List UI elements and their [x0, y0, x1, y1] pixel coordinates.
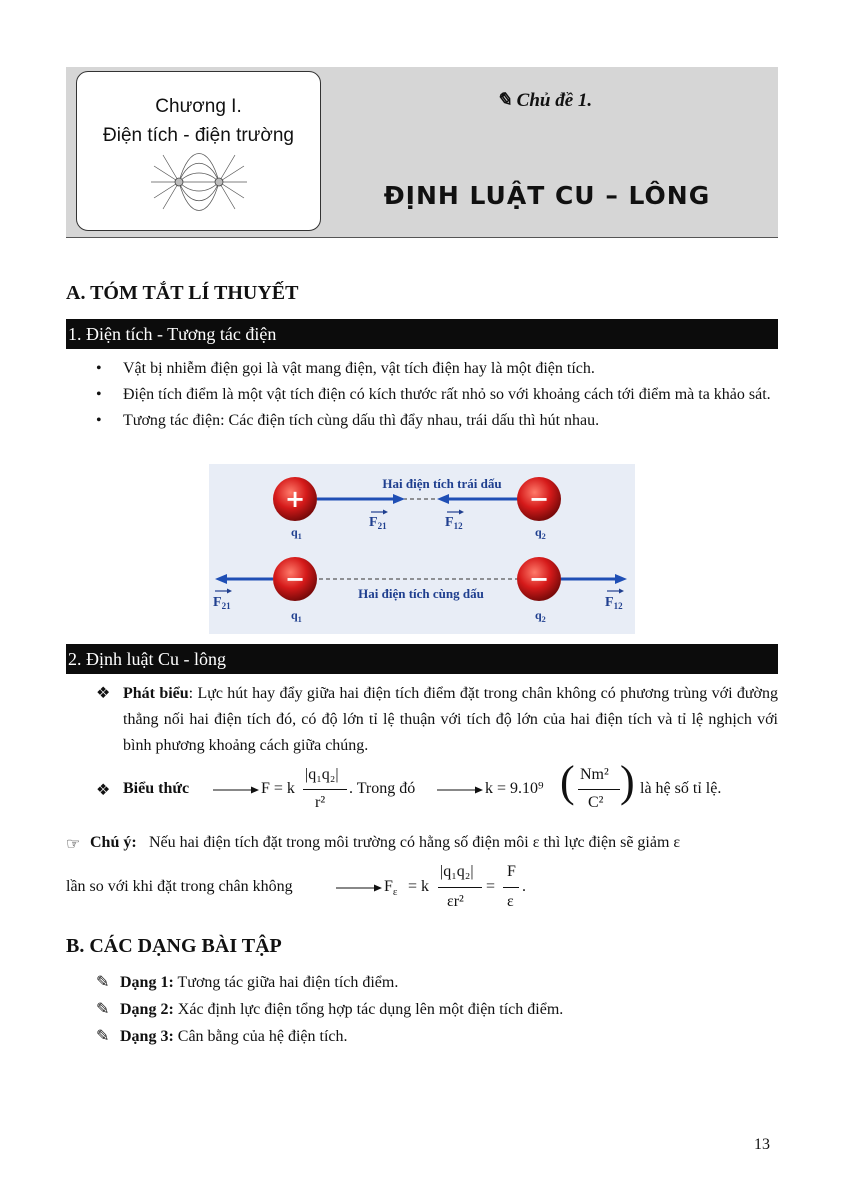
theory-bullets [66, 356, 778, 434]
long-arrow-icon [213, 784, 259, 796]
exercise-label: Dạng 1: [120, 974, 174, 991]
pencil-icon: ✎ [96, 1001, 110, 1018]
bullet-icon: • [96, 412, 102, 429]
minus-sign: − [528, 565, 550, 593]
note-text-2: lần so với khi đặt trong chân không [66, 878, 293, 895]
note-equals: = [486, 878, 496, 895]
arrow-head-icon [215, 574, 227, 584]
note-frac-den: ε [507, 893, 514, 910]
exercise-label: Dạng 2: [120, 1001, 174, 1018]
arrow-head-icon [619, 589, 624, 594]
note-formula-f [384, 878, 398, 898]
section-bar-1: 1. Điện tích - Tương tác điện [66, 319, 778, 349]
bullet-text: Tương tác điện: Các điện tích cùng dấu thì đẩy nhau, trái dấu thì hút nhau. [123, 412, 600, 429]
exercise-label: Dạng 3: [120, 1028, 174, 1045]
arrow-head-icon [393, 494, 405, 504]
section-a-heading: A. TÓM TẮT LÍ THUYẾT [66, 282, 299, 304]
bullet-text: Điện tích điểm là một vật tích điện có kích thước rất nhỏ so với khoảng cách tới điểm mà ta khảo sát. [123, 386, 771, 403]
eps-subscript: ε [392, 886, 398, 899]
list-item [66, 408, 778, 434]
note-frac-num: F [507, 863, 516, 880]
list-item [96, 1026, 348, 1046]
statement-paragraph [96, 681, 778, 759]
charge-interaction-diagram [209, 464, 635, 634]
note-text: Nếu hai điện tích đặt trong môi trường có hằng số điện môi ε thì lực điện sẽ giảm ε [149, 834, 681, 851]
arrow-head-icon [437, 494, 449, 504]
caption-opposite: Hai điện tích trái dấu [382, 476, 502, 491]
field-lines-icon [149, 152, 249, 212]
list-item [66, 356, 778, 382]
diamond-bullet-icon: ❖ [96, 685, 111, 702]
chapter-title [77, 92, 320, 150]
f21-label: $F_{21}$ [369, 515, 387, 531]
formula-numerator: |q₁q₂| [305, 766, 339, 783]
f12-label: $F_{12}$ [445, 515, 463, 531]
list-item [66, 382, 778, 408]
section-b-heading: B. CÁC DẠNG BÀI TẬP [66, 935, 282, 957]
pencil-icon: ✎ [496, 90, 512, 111]
bullet-icon: • [96, 386, 102, 403]
exercise-text: Cân bằng của hệ điện tích. [177, 1028, 348, 1045]
minus-sign: − [528, 485, 550, 513]
unit-numerator: Nm² [580, 766, 609, 783]
right-paren: ) [620, 757, 635, 806]
arrow-head-icon [615, 574, 627, 584]
q1-label: $q_1$ [291, 525, 302, 541]
diagram-svg [209, 464, 635, 634]
diamond-bullet-icon: ❖ [96, 782, 111, 799]
bullet-icon: • [96, 360, 102, 377]
pointing-hand-icon: ☞ [66, 836, 81, 853]
note-formula-eq-k: = k [408, 878, 430, 895]
note-numerator: |q₁q₂| [440, 863, 474, 880]
note-denominator: εr² [447, 893, 464, 910]
statement-label: Phát biểu [123, 685, 189, 702]
f-symbol: F [384, 878, 393, 895]
caption-like: Hai điện tích cùng dấu [358, 586, 484, 601]
f12-label: $F_{12}$ [605, 595, 623, 611]
q1-label: $q_1$ [291, 608, 302, 624]
note-label: Chú ý: [90, 834, 137, 851]
list-item [96, 999, 563, 1019]
formula-k-eq: k = 9.10⁹ [485, 780, 544, 797]
section-bar-2: 2. Định luật Cu - lông [66, 644, 778, 674]
unit-denominator: C² [588, 794, 604, 811]
plus-sign: + [284, 485, 306, 513]
formula-f-eq: F = k [261, 780, 295, 797]
chapter-header [66, 67, 778, 238]
long-arrow-icon [336, 882, 382, 894]
arrow-head-icon [383, 510, 388, 515]
arrow-head-icon [459, 510, 464, 515]
formula-label: Biểu thức [123, 780, 190, 797]
minus-sign: − [284, 565, 306, 593]
formula-coefficient-text: là hệ số tỉ lệ. [640, 780, 722, 797]
formula-denominator: r² [315, 794, 326, 811]
exercise-text: Xác định lực điện tổng hợp tác dụng lên một điện tích điểm. [177, 1001, 564, 1018]
fraction-line [578, 789, 620, 790]
f21-label: $F_{21}$ [213, 595, 231, 611]
bullet-text: Vật bị nhiễm điện gọi là vật mang điện, vật tích điện hay là một điện tích. [123, 360, 595, 377]
exercise-text: Tương tác giữa hai điện tích điểm. [177, 974, 399, 991]
q2-label: $q_2$ [535, 525, 546, 541]
page-number: 13 [754, 1136, 770, 1153]
arrow-head-icon [227, 589, 232, 594]
chapter-box [76, 71, 321, 231]
statement-text: : Lực hút hay đẩy giữa hai điện tích điểm đặt trong chân không có phương trùng với đường thẳng nối hai điện tích đó, có độ lớn tỉ lệ thuận với tích độ lớn của hai điện tích và tỉ lệ nghịch với bình phương khoảng cách giữa chúng. [123, 685, 778, 754]
chapter-number: Chương I. [155, 96, 242, 117]
chapter-name: Điện tích - điện trường [103, 125, 294, 146]
formula-where: . Trong đó [349, 780, 416, 797]
long-arrow-icon [437, 784, 483, 796]
topic-label-text: Chủ đề 1. [516, 90, 593, 111]
fraction-line [303, 789, 347, 790]
list-item [96, 972, 398, 992]
fraction-line [503, 887, 519, 888]
pencil-icon: ✎ [96, 974, 110, 991]
topic-label [496, 89, 592, 112]
fraction-line [438, 887, 482, 888]
q2-label: $q_2$ [535, 608, 546, 624]
topic-title: ĐỊNH LUẬT CU – LÔNG [383, 181, 711, 210]
note-period: . [522, 878, 526, 895]
pencil-icon: ✎ [96, 1028, 110, 1045]
left-paren: ( [560, 757, 575, 806]
